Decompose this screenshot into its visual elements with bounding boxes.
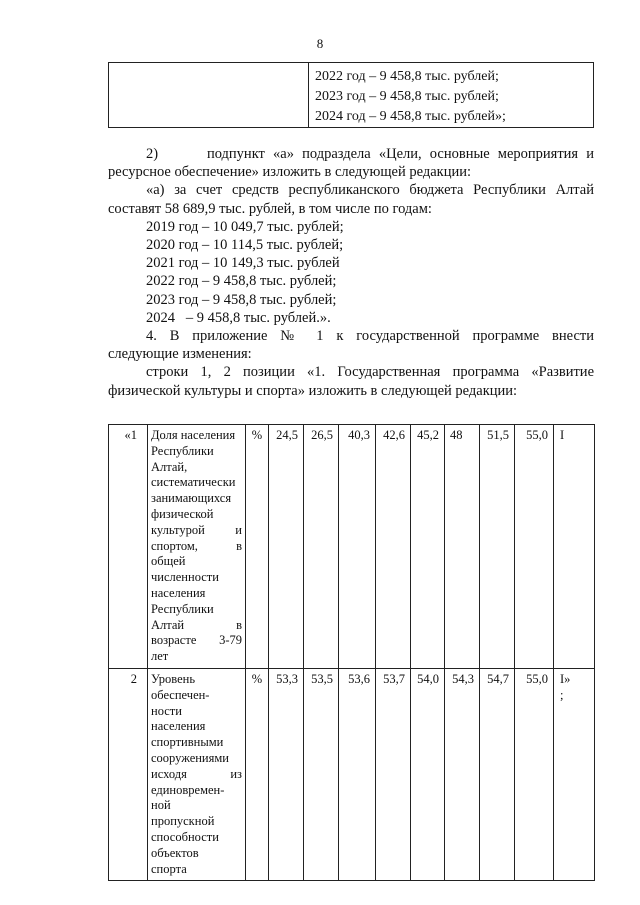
value-cell: 53,5: [304, 668, 339, 880]
paragraph-line: физической культуры и спорта» изложить в следующей редакции:: [108, 382, 518, 399]
last-cell-line: ;: [560, 687, 564, 702]
page-number: 8: [316, 36, 324, 51]
name-line: физической: [151, 506, 214, 521]
value-cell: 53,6: [339, 668, 376, 880]
value-cell: 24,5: [269, 425, 304, 669]
name-line: систематически: [151, 475, 236, 490]
name-line: спорта: [151, 861, 187, 876]
value-cell: 42,6: [376, 425, 411, 669]
name-line: единовремен-: [151, 782, 225, 797]
name-line: объектов: [151, 845, 199, 860]
row-index: «1: [109, 425, 148, 669]
name-line: занимающихся: [151, 491, 232, 506]
value-cell: 51,5: [480, 425, 515, 669]
name-line: способности: [151, 829, 219, 844]
name-line: возрасте 3-79: [151, 633, 242, 648]
last-cell: [554, 668, 595, 880]
indicators-table: [108, 424, 595, 881]
document-body: [108, 145, 594, 400]
last-cell: I: [554, 425, 595, 669]
name-line: пропускной: [151, 814, 215, 829]
funding-line: 2024 год – 9 458,8 тыс. рублей»;: [315, 109, 506, 124]
value-cell: 54,3: [445, 668, 480, 880]
name-line: лет: [151, 649, 169, 664]
paragraph-line: 2) подпункт «а» подраздела «Цели, основные мероприятия и: [146, 146, 594, 162]
funding-line: 2023 год – 9 458,8 тыс. рублей;: [315, 89, 499, 104]
name-line: Доля населения: [151, 428, 236, 442]
name-line: Уровень: [151, 671, 196, 686]
name-line: Алтай,: [151, 459, 188, 474]
row-index: 2: [109, 668, 148, 880]
value-cell: 54,0: [411, 668, 445, 880]
paragraph-line: «а) за счет средств республиканского бюджета Республики Алтай: [146, 182, 594, 199]
funding-line: 2022 год – 9 458,8 тыс. рублей;: [315, 69, 499, 84]
name-line: ной: [151, 798, 171, 813]
funding-table-continuation: [108, 62, 594, 128]
name-line: культурой и: [151, 522, 242, 537]
empty-cell: [109, 63, 309, 128]
name-line: обеспечен-: [151, 687, 210, 702]
year-line: 2020 год – 10 114,5 тыс. рублей;: [146, 237, 344, 254]
paragraph-line: составят 58 689,9 тыс. рублей, в том числе по годам:: [108, 200, 432, 217]
year-line: 2019 год – 10 049,7 тыс. рублей;: [146, 218, 344, 235]
year-line: 2023 год – 9 458,8 тыс. рублей;: [146, 291, 337, 308]
name-line: сооружениями: [151, 750, 229, 765]
name-line: Республики: [151, 601, 214, 616]
name-line: Алтай в: [151, 617, 242, 632]
table-row: [109, 425, 595, 669]
value-cell: 48: [445, 425, 480, 669]
value-cell: 45,2: [411, 425, 445, 669]
paragraph-line: 4. В приложение № 1 к государственной программе внести: [146, 328, 594, 345]
unit-cell: %: [246, 668, 269, 880]
indicator-name: [148, 425, 246, 669]
year-line: 2022 год – 9 458,8 тыс. рублей;: [146, 273, 337, 290]
paragraph-line: строки 1, 2 позиции «1. Государственная программа «Развитие: [146, 364, 594, 381]
name-line: населения: [151, 719, 206, 734]
name-line: спортивными: [151, 735, 224, 750]
name-line: населения: [151, 585, 206, 600]
name-line: общей: [151, 554, 186, 569]
value-cell: 54,7: [480, 668, 515, 880]
paragraph-line: ресурсное обеспечение» изложить в следующей редакции:: [108, 164, 471, 181]
value-cell: 40,3: [339, 425, 376, 669]
name-line: исходя из: [151, 766, 242, 781]
paragraph-line: следующие изменения:: [108, 346, 252, 363]
value-cell: 26,5: [304, 425, 339, 669]
indicator-name: [148, 668, 246, 880]
table-row: [109, 668, 595, 880]
unit-cell: %: [246, 425, 269, 669]
name-line: спортом, в: [151, 538, 242, 553]
name-line: ности: [151, 703, 182, 718]
year-line: 2024 – 9 458,8 тыс. рублей.».: [146, 309, 331, 326]
name-line: численности: [151, 570, 219, 585]
funding-years-cell: [309, 63, 594, 128]
name-line: Республики: [151, 443, 214, 458]
value-cell: 53,3: [269, 668, 304, 880]
value-cell: 53,7: [376, 668, 411, 880]
value-cell: 55,0: [515, 668, 554, 880]
value-cell: 55,0: [515, 425, 554, 669]
year-line: 2021 год – 10 149,3 тыс. рублей: [146, 255, 340, 272]
last-cell-line: I»: [560, 671, 571, 686]
